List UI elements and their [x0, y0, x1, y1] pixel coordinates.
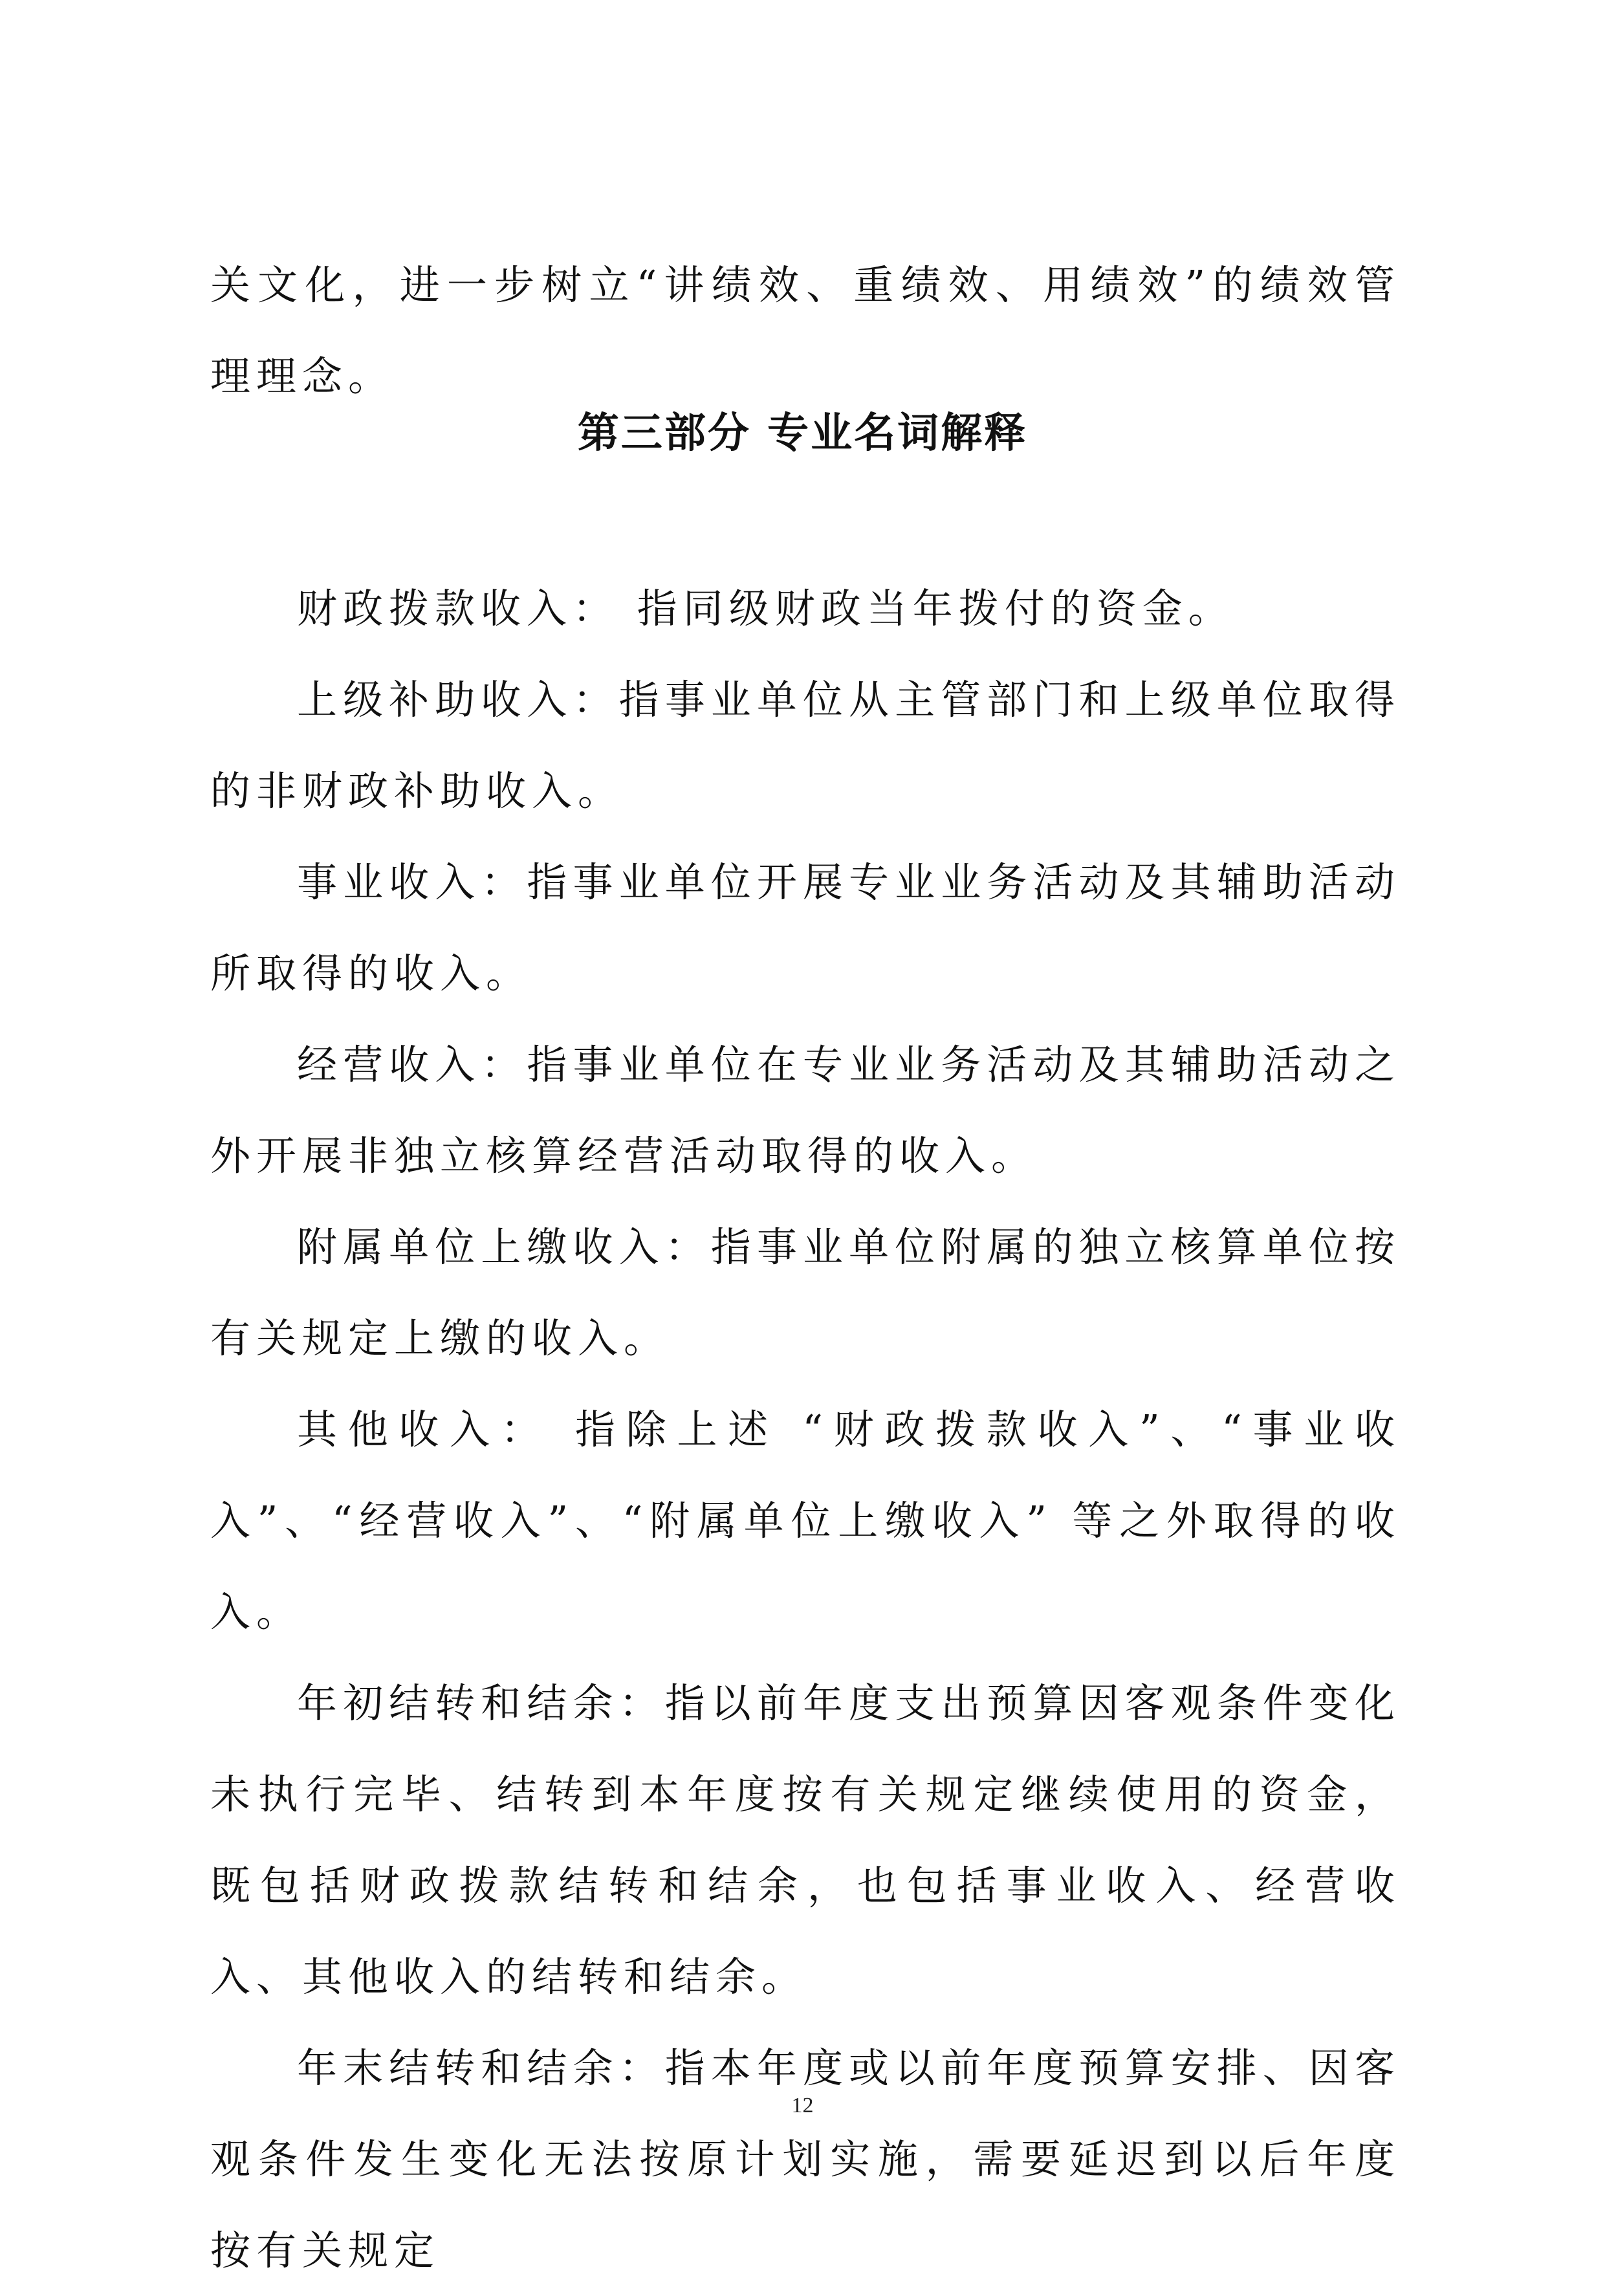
definition-operating-income: 经营收入：指事业单位在专业业务活动及其辅助活动之外开展非独立核算经营活动取得的收入。 — [210, 1041, 1401, 1179]
page-number: 12 — [791, 2094, 814, 2117]
carry-over-paragraph: 关文化，进一步树立“讲绩效、重绩效、用绩效”的绩效管理理念。 — [210, 261, 1401, 400]
definition-ending-balance-carryover: 年末结转和结余：指本年度或以前年度预算安排、因客观条件发生变化无法按原计划实施，需要延迟到以后年度按有关规定 — [210, 2044, 1401, 2274]
definition-other-income: 其他收入： 指除上述 “财政拨款收入”、“事业收入”、“经营收入”、“附属单位上缴收入” 等之外取得的收入。 — [210, 1406, 1401, 1635]
definition-business-income: 事业收入：指事业单位开展专业业务活动及其辅助活动所取得的收入。 — [210, 858, 1401, 997]
section-title: 第三部分 专业名词解释 — [577, 410, 1028, 457]
definition-superior-subsidy-income: 上级补助收入：指事业单位从主管部门和上级单位取得的非财政补助收入。 — [210, 676, 1401, 815]
definition-subordinate-unit-remittance-income: 附属单位上缴收入：指事业单位附属的独立核算单位按有关规定上缴的收入。 — [210, 1223, 1401, 1362]
definitions-list — [210, 563, 1401, 2296]
definition-fiscal-appropriation-income: 财政拨款收入： 指同级财政当年拨付的资金。 — [297, 585, 1234, 632]
definition-beginning-balance-carryover: 年初结转和结余：指以前年度支出预算因客观条件变化未执行完毕、结转到本年度按有关规定继续使用的资金，既包括财政拨款结转和结余，也包括事业收入、经营收入、其他收入的结转和结余。 — [210, 1679, 1401, 2000]
